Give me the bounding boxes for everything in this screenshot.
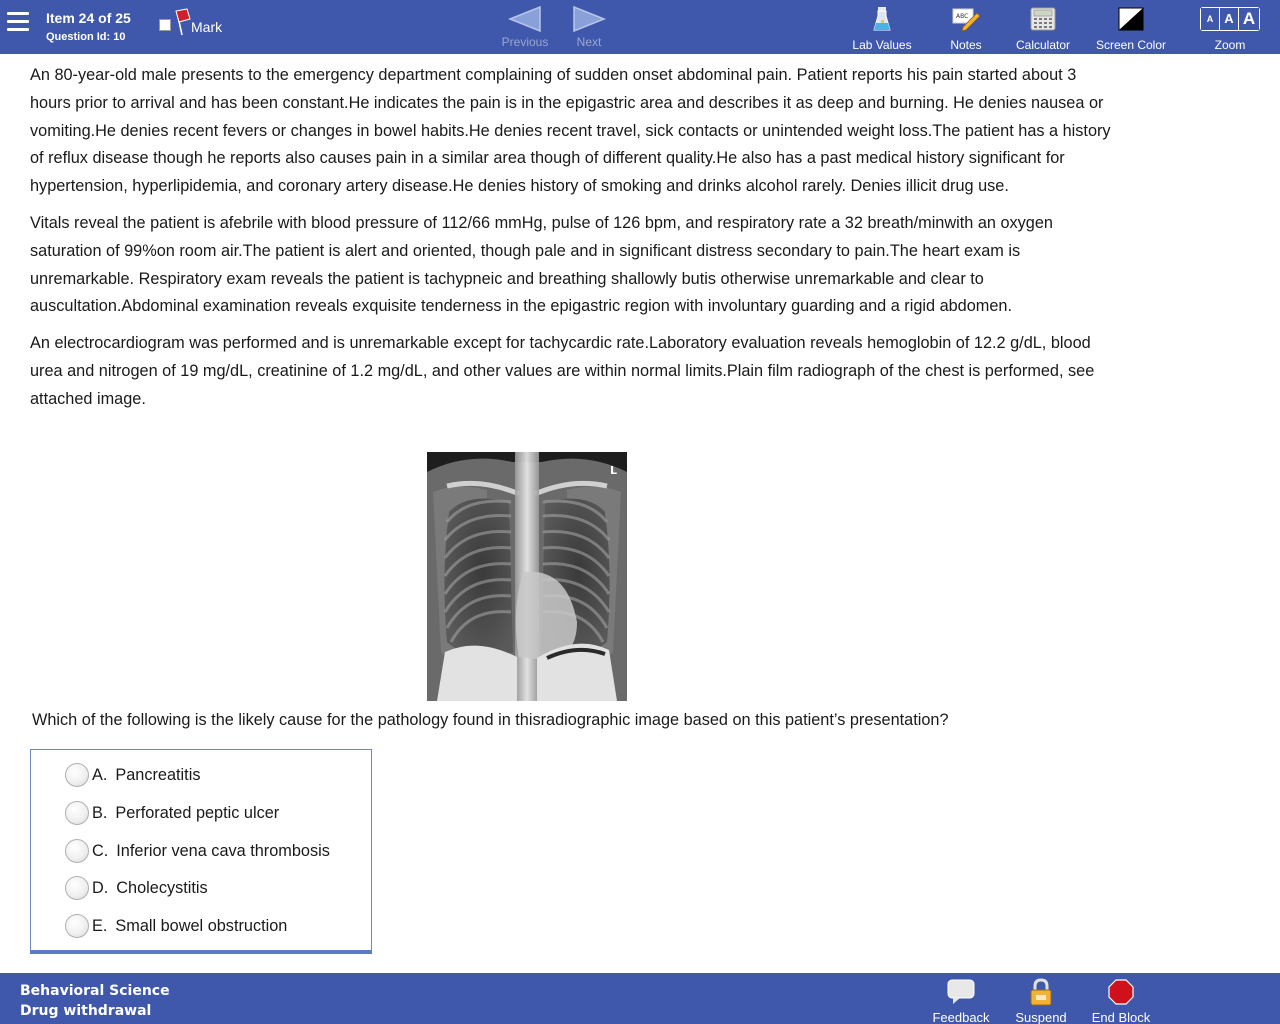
answer-option-e[interactable] [65,913,287,939]
item-info [46,10,131,45]
previous-button[interactable] [500,6,550,50]
chest-xray-illustration [427,452,627,701]
mark-checkbox[interactable] [159,19,171,31]
answer-text: Pancreatitis [115,765,201,784]
radio-button[interactable] [65,914,89,938]
zoom-small[interactable]: A [1201,8,1219,30]
contrast-icon [1118,7,1144,31]
answer-option-c[interactable] [65,838,330,864]
screen-color-label: Screen Color [1095,38,1167,52]
chest-xray-image[interactable] [427,452,627,701]
top-toolbar [0,0,1280,54]
answer-choices [30,749,372,954]
flag-icon [174,8,192,36]
zoom-icon [1200,7,1260,31]
arrow-left-icon [508,6,542,32]
radio-button[interactable] [65,839,89,863]
answer-letter: B. [92,803,108,822]
stop-sign-icon [1108,979,1134,1005]
next-label: Next [576,35,602,49]
answer-text: Small bowel obstruction [115,916,288,935]
xray-marker: L [610,464,618,477]
screen-color-button[interactable] [1090,4,1172,52]
bottom-toolbar [0,973,1280,1024]
question-text: Which of the following is the likely cause for the pathology found in thisradiographic image based on this patient’s presentation? [32,711,949,729]
item-count: Item 24 of 25 [46,10,131,26]
answer-text: Perforated peptic ulcer [115,803,280,822]
previous-label: Previous [501,35,549,49]
notes-button[interactable] [940,4,992,52]
feedback-label: Feedback [932,1010,990,1024]
calculator-label: Calculator [1015,38,1071,52]
end-block-label: End Block [1091,1010,1151,1024]
answer-text: Cholecystitis [116,878,208,897]
radio-button[interactable] [65,876,89,900]
answer-letter: E. [92,916,108,935]
question-stem [30,62,1120,414]
end-block-button[interactable] [1086,977,1156,1024]
subject-info [20,981,170,1021]
topic-name: Drug withdrawal [20,1003,152,1019]
stem-paragraph: Vitals reveal the patient is afebrile with blood pressure of 112/66 mmHg, pulse of 126 bpm, and respiratory rate a 32 breath/minwith an oxygen saturation of 99%on room air.The patient is alert and oriented, though pale and in significant distress secondary to pain.The heart exam is unremarkable. Respiratory exam reveals the patient is tachypneic and breathing shallowly butis otherwise unremarkable and clear to auscultation.Abdominal examination reveals exquisite tenderness in the epigastric region with involuntary guarding and a rigid abdomen. [30,213,1053,316]
answer-option-b[interactable] [65,800,279,826]
calculator-icon [1030,7,1056,31]
flask-icon [873,6,891,32]
answer-option-d[interactable] [65,875,208,901]
calculator-button[interactable] [1010,4,1076,52]
answer-option-a[interactable] [65,762,200,788]
feedback-button[interactable] [928,977,994,1024]
speech-bubble-icon [947,979,975,1005]
radio-button[interactable] [65,801,89,825]
suspend-button[interactable] [1012,977,1070,1024]
svg-text:ABC: ABC [956,13,969,20]
subject-name: Behavioral Science [20,983,170,999]
mark-label: Mark [191,19,223,35]
stem-paragraph: An 80-year-old male presents to the emergency department complaining of sudden onset abdominal pain. Patient reports his pain started about 3 hours prior to arrival and has been constant.He indicates the pain is in the epigastric area and describes it as deep and burning. He denies nausea or vomiting.He denies recent fevers or changes in bowel habits.He denies recent travel, sick contacts or unintended weight loss.The patient has a history of reflux disease though he reports also causes pain in a similar area though of different quality.He also has a past medical history significant for hypertension, hyperlipidemia, and coronary artery disease.He denies history of smoking and drinks alcohol rarely. Denies illicit drug use. [30,66,1111,196]
answer-text: Inferior vena cava thrombosis [116,841,330,860]
next-button[interactable] [564,6,614,50]
notes-icon [951,7,981,31]
notes-label: Notes [950,38,982,52]
arrow-right-icon [572,6,606,32]
question-id: Question Id: 10 [46,31,126,43]
lab-values-button[interactable] [846,4,918,52]
zoom-button[interactable] [1196,4,1264,52]
lock-icon [1029,978,1053,1006]
zoom-label: Zoom [1214,38,1246,52]
zoom-large[interactable]: A [1239,8,1259,30]
question-content [30,62,1120,935]
suspend-label: Suspend [1015,1010,1067,1024]
radio-button[interactable] [65,763,89,787]
answer-letter: D. [92,878,109,897]
lab-values-label: Lab Values [852,38,912,52]
stem-paragraph: An electrocardiogram was performed and is unremarkable except for tachycardic rate.Laboratory evaluation reveals hemoglobin of 12.2 g/dL, blood urea and nitrogen of 19 mg/dL, creatinine of 1.2 mg/dL, and other values are within normal limits.Plain film radiograph of the chest is performed, see attached image. [30,334,1095,408]
answer-letter: C. [92,841,109,860]
zoom-medium[interactable]: A [1220,8,1238,30]
answer-letter: A. [92,765,108,784]
menu-icon[interactable] [7,12,29,34]
